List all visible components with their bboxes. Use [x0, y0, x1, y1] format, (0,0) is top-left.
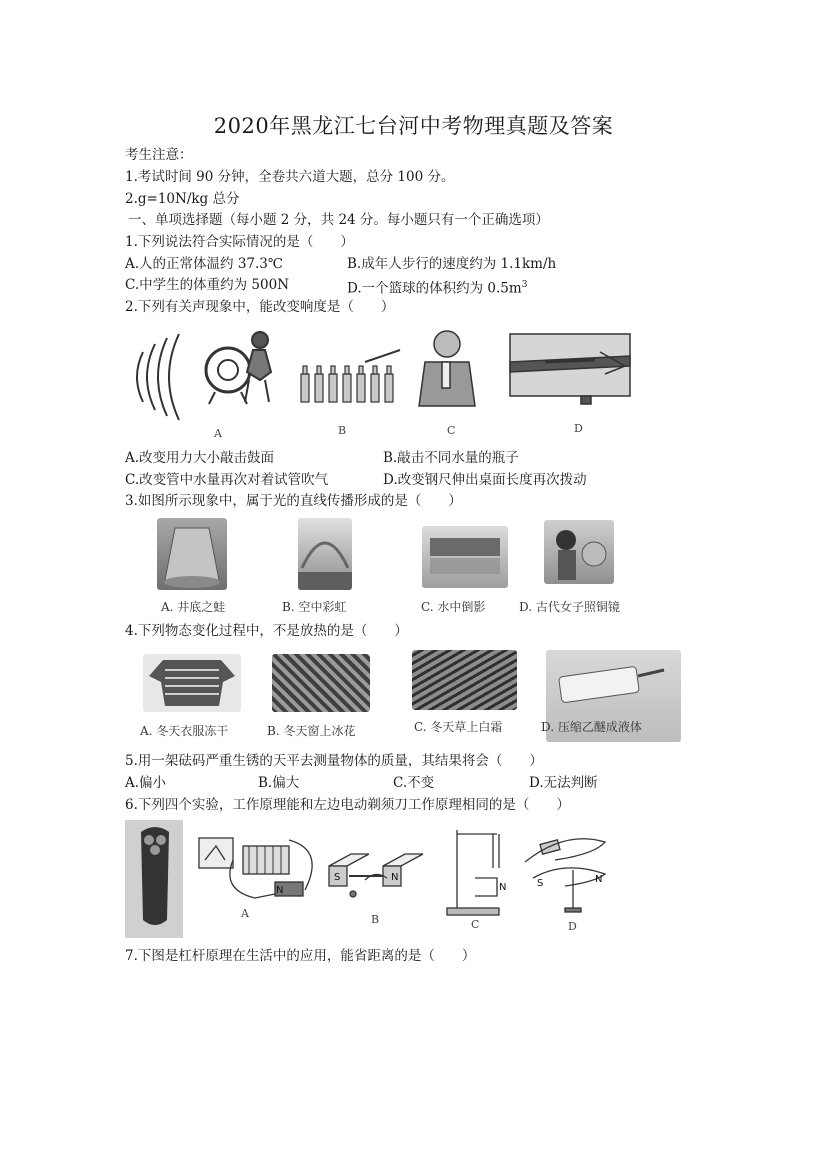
experiment-d [525, 839, 605, 912]
question-2-fig-label-a: A [214, 427, 222, 440]
rainbow-photo [298, 518, 352, 590]
question-4-caption-a: A. 冬天衣服冻干 [140, 724, 229, 738]
question-2-fig-label-b: B [338, 424, 347, 437]
question-2-option-c: C.改变管中水量再次对着试管吹气 [125, 472, 329, 488]
question-1-option-d-exponent: 3 [521, 280, 528, 290]
question-2-option-b: B.敲击不同水量的瓶子 [383, 450, 519, 466]
question-7-stem: 7.下图是杠杆原理在生活中的应用，能省距离的是（ ） [125, 948, 476, 964]
magnet-label-c: N [499, 882, 507, 893]
question-4-caption-b: B. 冬天窗上冰花 [267, 724, 356, 738]
experiment-c [447, 830, 499, 915]
bottles-figure [301, 350, 400, 402]
magnet-label-b-n: N [391, 872, 399, 883]
mirror-woman-photo [544, 520, 614, 584]
experiment-b [329, 854, 423, 897]
notice-heading: 考生注意： [125, 147, 193, 163]
question-3-caption-a: A. 井底之蛙 [161, 600, 226, 614]
magnet-label-a: N [276, 885, 284, 896]
page-title: 2020年黑龙江七台河中考物理真题及答案 [213, 114, 614, 138]
question-2-figure [125, 322, 655, 444]
magnet-label-d-s: S [537, 878, 544, 889]
question-5-option-c: C.不变 [393, 775, 435, 791]
question-2-stem: 2.下列有关声现象中，能改变响度是（ ） [125, 299, 395, 315]
question-3-caption-c: C. 水中倒影 [421, 600, 486, 614]
question-6-fig-label-c: C [471, 918, 480, 931]
shaver-icon [141, 827, 169, 925]
question-5-option-b: B.偏大 [258, 775, 300, 791]
drum-figure [137, 332, 271, 420]
question-6-fig-label-d: D [568, 920, 577, 933]
magnet-label-d-n: N [595, 874, 603, 885]
reflection-photo [422, 526, 508, 588]
question-6-figure [125, 820, 625, 940]
sweater-photo [143, 654, 241, 712]
question-5-option-a: A.偏小 [125, 775, 167, 791]
question-3-caption-d: D. 古代女子照铜镜 [519, 600, 620, 614]
section-heading: 一、单项选择题（每小题 2 分，共 24 分。每小题只有一个正确选项） [128, 212, 549, 228]
girl-figure [419, 331, 475, 406]
question-3-caption-b: B. 空中彩虹 [282, 600, 347, 614]
question-6-fig-label-a: A [241, 907, 249, 920]
notice-item-2: 2.g=10N/kg 总分 [125, 191, 240, 207]
question-4-stem: 4.下列物态变化过程中，不是放热的是（ ） [125, 623, 408, 639]
question-1-option-c: C.中学生的体重约为 500N [125, 277, 290, 293]
question-5-option-d: D.无法判断 [529, 775, 598, 791]
question-1-option-b: B.成年人步行的速度约为 1.1km/h [347, 256, 557, 272]
question-3-stem: 3.如图所示现象中，属于光的直线传播形成的是（ ） [125, 493, 462, 509]
experiment-a [199, 838, 312, 898]
question-1-option-d-text: D.一个篮球的体积约为 0.5m [347, 280, 522, 297]
question-2-fig-label-c: C [447, 424, 456, 437]
magnet-label-b-s: S [334, 872, 341, 883]
grass-frost-photo [412, 650, 517, 710]
question-2-option-a: A.改变用力大小敲击鼓面 [125, 450, 275, 466]
question-4-caption-d: D. 压缩乙醚成液体 [541, 720, 642, 734]
question-4-caption-c: C. 冬天草上白霜 [414, 720, 503, 734]
question-1-option-d [347, 276, 527, 298]
window-frost-photo [272, 654, 370, 712]
question-5-stem: 5.用一架砝码严重生锈的天平去测量物体的质量，其结果将会（ ） [125, 753, 543, 769]
question-6-fig-label-b: B [371, 913, 380, 926]
question-6-stem: 6.下列四个实验，工作原理能和左边电动剃须刀工作原理相同的是（ ） [125, 797, 570, 813]
ruler-figure [510, 334, 630, 404]
question-2-fig-label-d: D [574, 422, 583, 435]
well-frog-photo [157, 518, 227, 590]
question-1-stem: 1.下列说法符合实际情况的是（ ） [125, 234, 354, 250]
question-2-option-d: D.改变钢尺伸出桌面长度再次拨动 [383, 472, 587, 488]
question-1-option-a: A.人的正常体温约 37.3℃ [125, 256, 283, 272]
notice-item-1: 1.考试时间 90 分钟，全卷共六道大题，总分 100 分。 [125, 169, 455, 185]
